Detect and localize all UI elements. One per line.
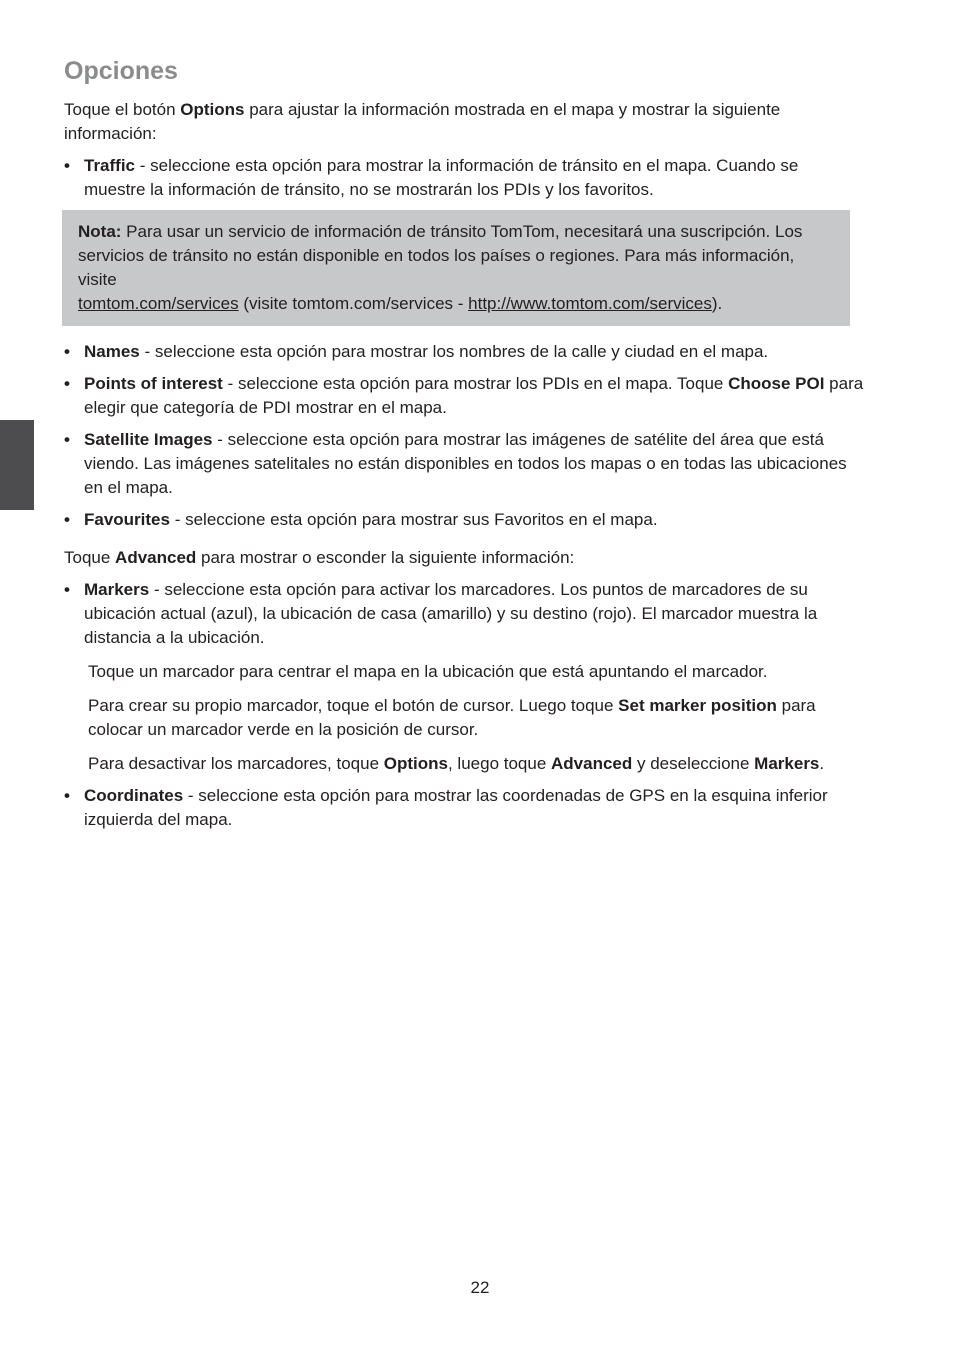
list-item-coordinates: • Coordinates - seleccione esta opción para mostrar las coordenadas de GPS en la esquina inferior izquierda del mapa. — [64, 786, 828, 829]
bullet: • — [64, 374, 70, 393]
section-title: Opciones — [64, 57, 178, 85]
note-box: Nota: Para usar un servicio de información de tránsito TomTom, necesitará una suscripción. Los servicios de tránsito no están disponible en todos los países o regiones. Para más información, visite tomtom.com/services (visite tomtom.com/services - http://www.tomtom.com/services). — [62, 210, 850, 326]
options-list-2 — [64, 340, 864, 532]
list-item-markers: • Markers - seleccione esta opción para activar los marcadores. Los puntos de marcadores de su ubicación actual (azul), la ubicación de casa (amarillo) y su destino (rojo). El marcador muestra la distancia a la ubicación. Toque un marcador para centrar el mapa en la ubicación que está apuntando el marcador. Para crear su propio marcador, toque el botón de cursor. Luego toque Set marker position para colocar un marcador verde en la posición de cursor. Para desactivar los marcadores, toque Options, luego toque Advanced y deseleccione Markers. — [64, 578, 864, 776]
options-list — [64, 154, 864, 202]
markers-sub-2: Para crear su propio marcador, toque el botón de cursor. Luego toque Set marker position para colocar un marcador verde en la posición de cursor. — [88, 696, 816, 739]
page-number: 22 — [470, 1278, 490, 1297]
list-item: • Names - seleccione esta opción para mostrar los nombres de la calle y ciudad en el mapa. — [64, 340, 864, 364]
bullet: • — [64, 430, 70, 449]
markers-sub-1: Toque un marcador para centrar el mapa en la ubicación que está apuntando el marcador. — [88, 662, 768, 681]
list-item: • Traffic - seleccione esta opción para mostrar la información de tránsito en el mapa. Cuando se muestre la información de tránsito, no se mostrarán los PDIs y los favoritos. — [64, 156, 799, 199]
bullet: • — [64, 510, 70, 529]
intro-paragraph: Toque el botón Options para ajustar la información mostrada en el mapa y mostrar la siguiente información: — [64, 100, 781, 143]
list-item: • Satellite Images - seleccione esta opción para mostrar las imágenes de satélite del área que está viendo. Las imágenes satelitales no están disponibles en todos los mapas o en todas las ubicaciones en el mapa. — [64, 430, 847, 497]
note-label: Nota: — [78, 222, 122, 241]
chapter-tab — [0, 420, 34, 510]
page-content — [64, 54, 864, 840]
bullet: • — [64, 580, 70, 599]
list-item: • Points of interest - seleccione esta opción para mostrar los PDIs en el mapa. Toque Choose POI para elegir que categoría de PDI mostrar en el mapa. — [64, 374, 864, 417]
markers-sub-3: Para desactivar los marcadores, toque Options, luego toque Advanced y deseleccione Markers. — [88, 754, 825, 773]
services-url-link[interactable]: http://www.tomtom.com/services — [468, 294, 712, 313]
list-item: • Favourites - seleccione esta opción para mostrar sus Favoritos en el mapa. — [64, 508, 864, 532]
services-link[interactable]: tomtom.com/services — [78, 294, 239, 313]
advanced-list — [64, 578, 864, 832]
bullet: • — [64, 156, 70, 175]
advanced-paragraph: Toque Advanced para mostrar o esconder la siguiente información: — [64, 548, 575, 567]
bullet: • — [64, 786, 70, 805]
bullet: • — [64, 342, 70, 361]
